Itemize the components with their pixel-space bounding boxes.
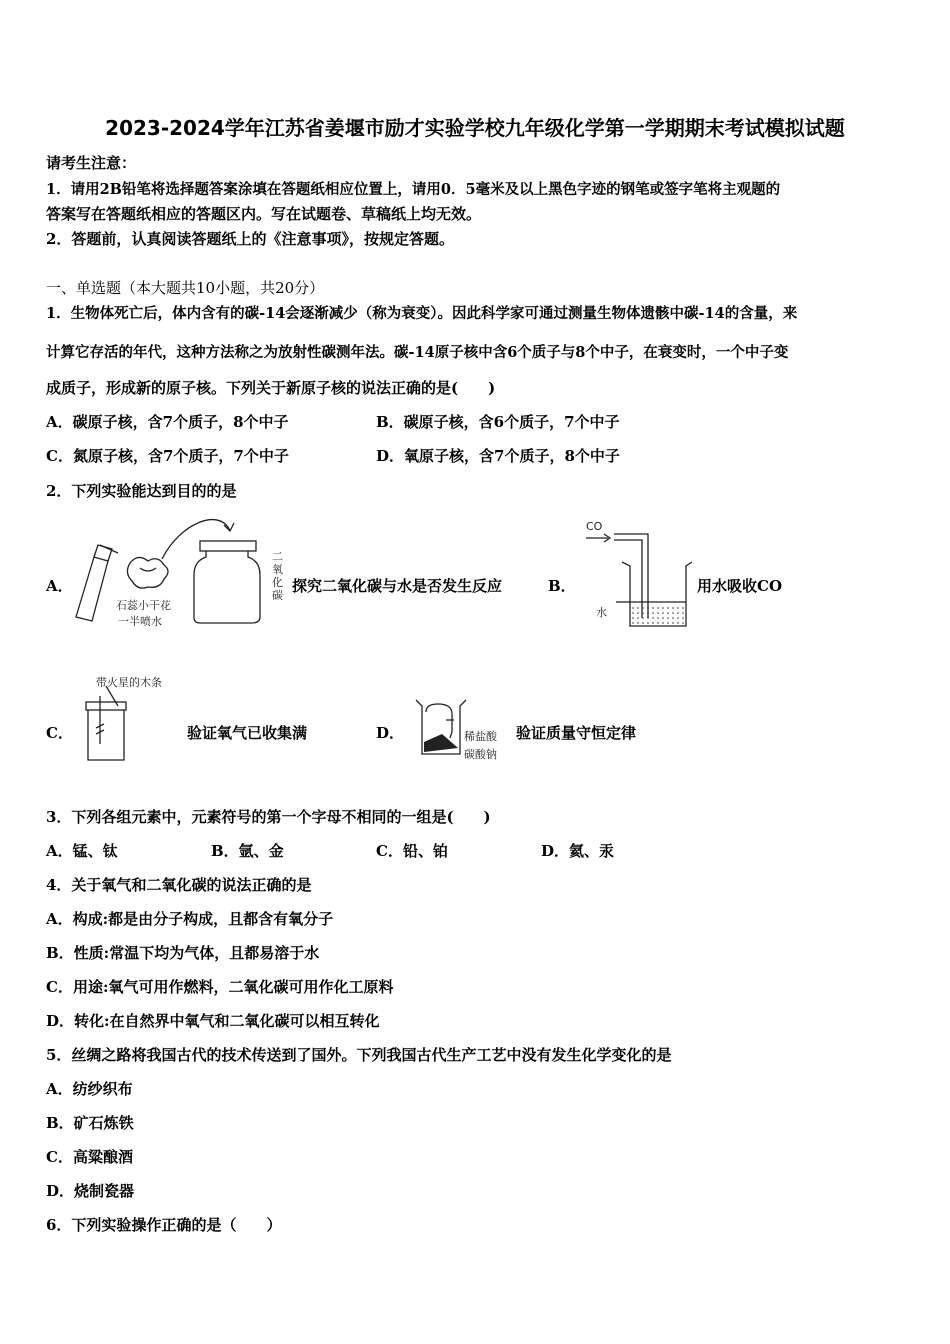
q6-stem: 6．下列实验操作正确的是（ ） — [46, 1216, 282, 1234]
notice-line-2: 答案写在答题纸相应的答题区内。写在试题卷、草稿纸上均无效。 — [46, 205, 482, 223]
section-heading: 一、单选题（本大题共10小题，共20分） — [46, 279, 325, 297]
notice-line-3: 2．答题前，认真阅读答题纸上的《注意事项》，按规定答题。 — [46, 230, 454, 248]
q2-b-fig-label-co: CO — [586, 520, 603, 533]
q2-stem: 2．下列实验能达到目的的是 — [46, 482, 237, 500]
q5-stem: 5．丝绸之路将我国古代的技术传送到了国外。下列我国古代生产工艺中没有发生化学变化的是 — [46, 1046, 672, 1064]
q1-option-b: B．碳原子核，含6个质子，7个中子 — [376, 413, 620, 431]
q2-option-b-figure — [582, 518, 692, 636]
q4-option-c: C．用途:氧气可用作燃料，二氧化碳可用作化工原料 — [46, 978, 394, 996]
q2-option-d-text: 验证质量守恒定律 — [516, 724, 637, 742]
q5-option-b: B．矿石炼铁 — [46, 1114, 134, 1132]
q4-stem: 4．关于氧气和二氧化碳的说法正确的是 — [46, 876, 312, 894]
notice-heading: 请考生注意： — [46, 154, 137, 172]
q2-option-b-label: B． — [548, 577, 576, 595]
q3-option-d: D．氦、汞 — [541, 842, 615, 860]
q5-option-a: A．纺纱织布 — [46, 1080, 133, 1098]
q2-c-fig-label: 带火星的木条 — [96, 676, 162, 689]
q2-option-a-figure — [70, 513, 290, 633]
q2-d-fig-label-1: 稀盐酸 — [464, 730, 497, 743]
q5-option-d: D．烧制瓷器 — [46, 1182, 135, 1200]
q2-option-c-figure — [76, 672, 196, 766]
q2-option-c-text: 验证氧气已收集满 — [187, 724, 308, 742]
q3-option-a: A．锰、钛 — [46, 842, 118, 860]
q1-option-d: D．氧原子核，含7个质子，8个中子 — [376, 447, 620, 465]
q1-stem-line-3: 成质子，形成新的原子核。下列关于新原子核的说法正确的是( ) — [46, 379, 496, 397]
q2-option-a-text: 探究二氧化碳与水是否发生反应 — [292, 577, 503, 595]
q2-option-d-label: D． — [376, 724, 405, 742]
q4-option-d: D．转化:在自然界中氧气和二氧化碳可以相互转化 — [46, 1012, 380, 1030]
q3-option-c: C．铅、铂 — [376, 842, 448, 860]
q1-option-a: A．碳原子核，含7个质子，8个中子 — [46, 413, 289, 431]
q2-a-fig-label-2: 一半喷水 — [118, 615, 162, 628]
q2-b-fig-label-water: 水 — [596, 606, 607, 619]
q2-option-c-label: C． — [46, 724, 73, 742]
notice-line-1: 1．请用2B铅笔将选择题答案涂填在答题纸相应位置上，请用0．5毫米及以上黑色字迹的钢笔或签字笔将主观题的 — [46, 181, 781, 198]
q1-stem-line-2: 计算它存活的年代，这种方法称之为放射性碳测年法。碳-14原子核中含6个质子与8个中子，在衰变时，一个中子变 — [46, 344, 789, 361]
q1-stem-line-1: 1．生物体死亡后，体内含有的碳-14会逐渐减少（称为衰变）。因此科学家可通过测量生物体遗骸中碳-14的含量，来 — [46, 305, 798, 322]
q1-option-c: C．氮原子核，含7个质子，7个中子 — [46, 447, 289, 465]
q5-option-c: C．高粱酿酒 — [46, 1148, 133, 1166]
q2-option-b-text: 用水吸收CO — [697, 577, 783, 595]
q4-option-a: A．构成:都是由分子构成，且都含有氧分子 — [46, 910, 334, 928]
q3-stem: 3．下列各组元素中，元素符号的第一个字母不相同的一组是( ) — [46, 808, 491, 826]
q2-option-a-label: A． — [46, 577, 73, 595]
q2-a-fig-vertical-label: 二氧化碳 — [272, 550, 283, 602]
q3-option-b: B．氩、金 — [211, 842, 284, 860]
q4-option-b: B．性质:常温下均为气体，且都易溶于水 — [46, 944, 320, 962]
q2-a-fig-label-1: 石蕊小干花 — [116, 599, 171, 612]
q2-d-fig-label-2: 碳酸钠 — [464, 748, 497, 761]
page-title: 2023-2024学年江苏省姜堰市励才实验学校九年级化学第一学期期末考试模拟试题 — [105, 116, 845, 140]
q2-option-d-figure — [408, 692, 514, 768]
